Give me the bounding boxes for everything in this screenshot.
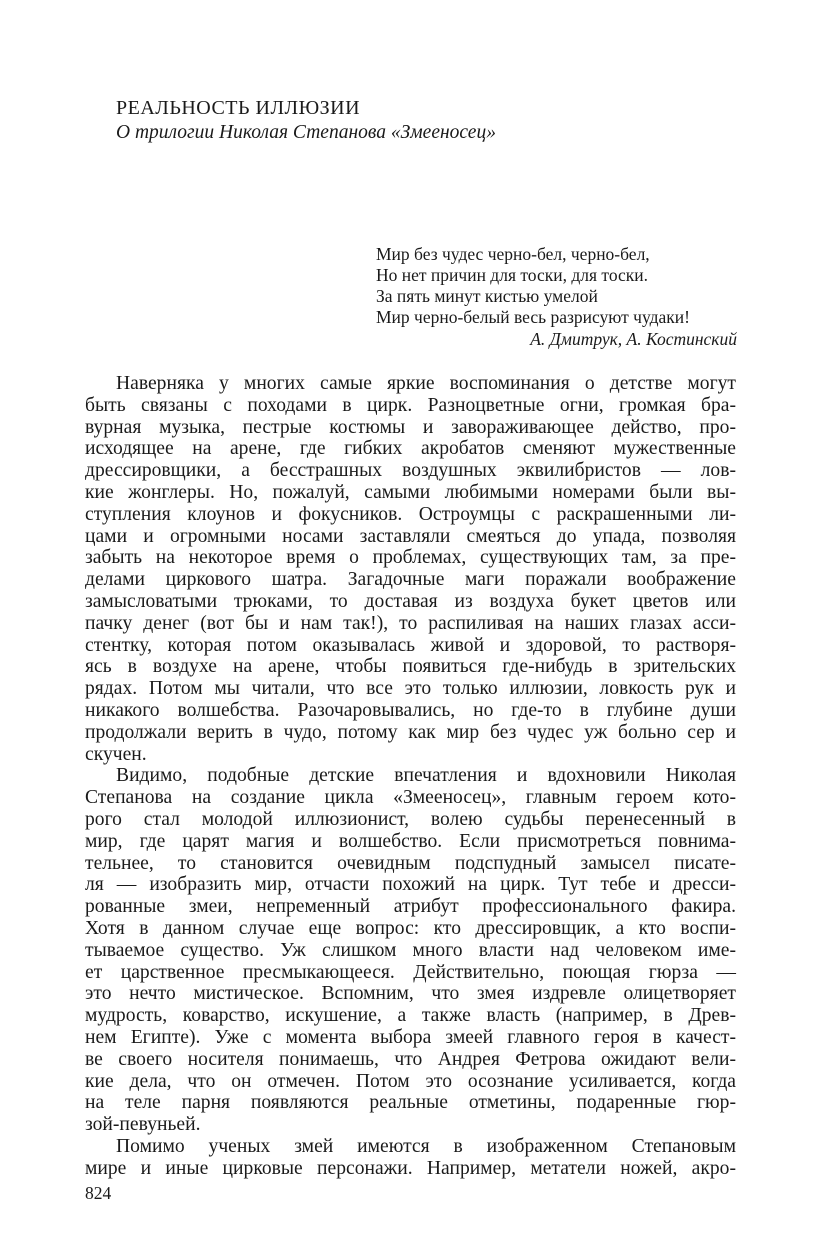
epigraph-line: Мир без чудес черно-бел, черно-бел,	[376, 244, 650, 264]
text-line: Видимо, подобные детские впечатления и вдохновили Николая	[116, 765, 736, 787]
text-line: цами и огромными носами заставляли смеяться до упада, позволяя	[85, 525, 736, 547]
text-line: ет царственное пресмыкающееся. Действительно, поющая гюрза —	[85, 961, 736, 983]
text-line: тельнее, то становится очевидным подспудный замысел писате-	[85, 852, 736, 874]
text-line: на теле парня появляются реальные отметины, подаренные гюр-	[85, 1092, 736, 1114]
text-line: быть связаны с походами в цирк. Разноцветные огни, громкая бра-	[85, 394, 736, 416]
epigraph-line: За пять минут кистью умелой	[376, 286, 598, 306]
text-line: вурная музыка, пестрые костюмы и завораживающее действо, про-	[85, 416, 736, 438]
text-line: рованные змеи, непременный атрибут профессионального факира.	[85, 896, 736, 918]
text-line: это нечто мистическое. Вспомним, что змея издревле олицетворяет	[85, 983, 736, 1005]
text-line: ясь в воздухе на арене, чтобы появиться где-нибудь в зрительских	[85, 656, 736, 678]
text-line: мудрость, коварство, искушение, а также власть (например, в Древ-	[85, 1005, 736, 1027]
chapter-title: РЕАЛЬНОСТЬ ИЛЛЮЗИИ	[116, 97, 361, 119]
page-number: 824	[85, 1183, 112, 1203]
text-line: кие дела, что он отмечен. Потом это осознание усиливается, когда	[85, 1070, 736, 1092]
text-line: дрессировщики, а бесстрашных воздушных эквилибристов — лов-	[85, 460, 736, 482]
text-line: кие жонглеры. Но, пожалуй, самыми любимыми номерами были вы-	[85, 481, 736, 503]
epigraph-line: Мир черно-белый весь разрисуют чудаки!	[376, 307, 690, 327]
text-line: Наверняка у многих самые яркие воспоминания о детстве могут	[116, 373, 736, 394]
text-line: ступления клоунов и фокусников. Остроумцы с раскрашенными ли-	[85, 503, 736, 525]
epigraph	[376, 244, 737, 350]
text-line: Хотя в данном случае еще вопрос: кто дрессировщик, а кто воспи-	[85, 917, 736, 939]
text-line: забыть на некоторое время о проблемах, существующих там, за пре-	[85, 547, 736, 569]
text-line: пачку денег (вот бы и нам так!), то распиливая на наших глазах асси-	[85, 612, 736, 634]
text-line: мир, где царят магия и волшебство. Если присмотреться повнима-	[85, 830, 736, 852]
text-line: рого стал молодой иллюзионист, волею судьбы перенесенный в	[85, 808, 736, 830]
epigraph-line: Но нет причин для тоски, для тоски.	[376, 265, 649, 285]
text-line: Помимо ученых змей имеются в изображенном Степановым	[116, 1135, 736, 1157]
text-line: стентку, которая потом оказывалась живой и здоровой, то растворя-	[85, 634, 736, 656]
text-line: продолжали верить в чудо, потому как мир без чудес уж больно сер и	[85, 721, 736, 743]
text-line: Степанова на создание цикла «Змееносец», главным героем кото-	[85, 787, 736, 809]
text-line: делами циркового шатра. Загадочные маги поражали воображение	[85, 569, 736, 591]
text-line: замысловатыми трюками, то доставая из воздуха букет цветов или	[85, 590, 736, 612]
text-line: исходящее на арене, где гибких акробатов сменяют мужественные	[85, 438, 736, 460]
body-text	[85, 373, 736, 1179]
text-line: рядах. Потом мы читали, что все это только иллюзии, ловкость рук и	[85, 678, 736, 700]
text-line: зой-певуньей.	[85, 1114, 201, 1136]
text-line: тываемое существо. Уж слишком много власти над человеком име-	[85, 939, 736, 961]
text-line: мире и иные цирковые персонажи. Например, метатели ножей, акро-	[85, 1157, 736, 1179]
text-line: никакого волшебства. Разочаровывались, но где-то в глубине души	[85, 699, 736, 721]
text-line: ля — изобразить мир, отчасти похожий на цирк. Тут тебе и дресси-	[85, 874, 736, 896]
text-line: скучен.	[85, 743, 147, 765]
text-line: нем Египте). Уже с момента выбора змеей главного героя в качест-	[85, 1026, 736, 1048]
text-line: ве своего носителя понимаешь, что Андрея Фетрова ожидают вели-	[85, 1048, 736, 1070]
epigraph-author: А. Дмитрук, А. Костинский	[530, 329, 737, 349]
chapter-subtitle: О трилогии Николая Степанова «Змееносец»	[116, 122, 496, 143]
